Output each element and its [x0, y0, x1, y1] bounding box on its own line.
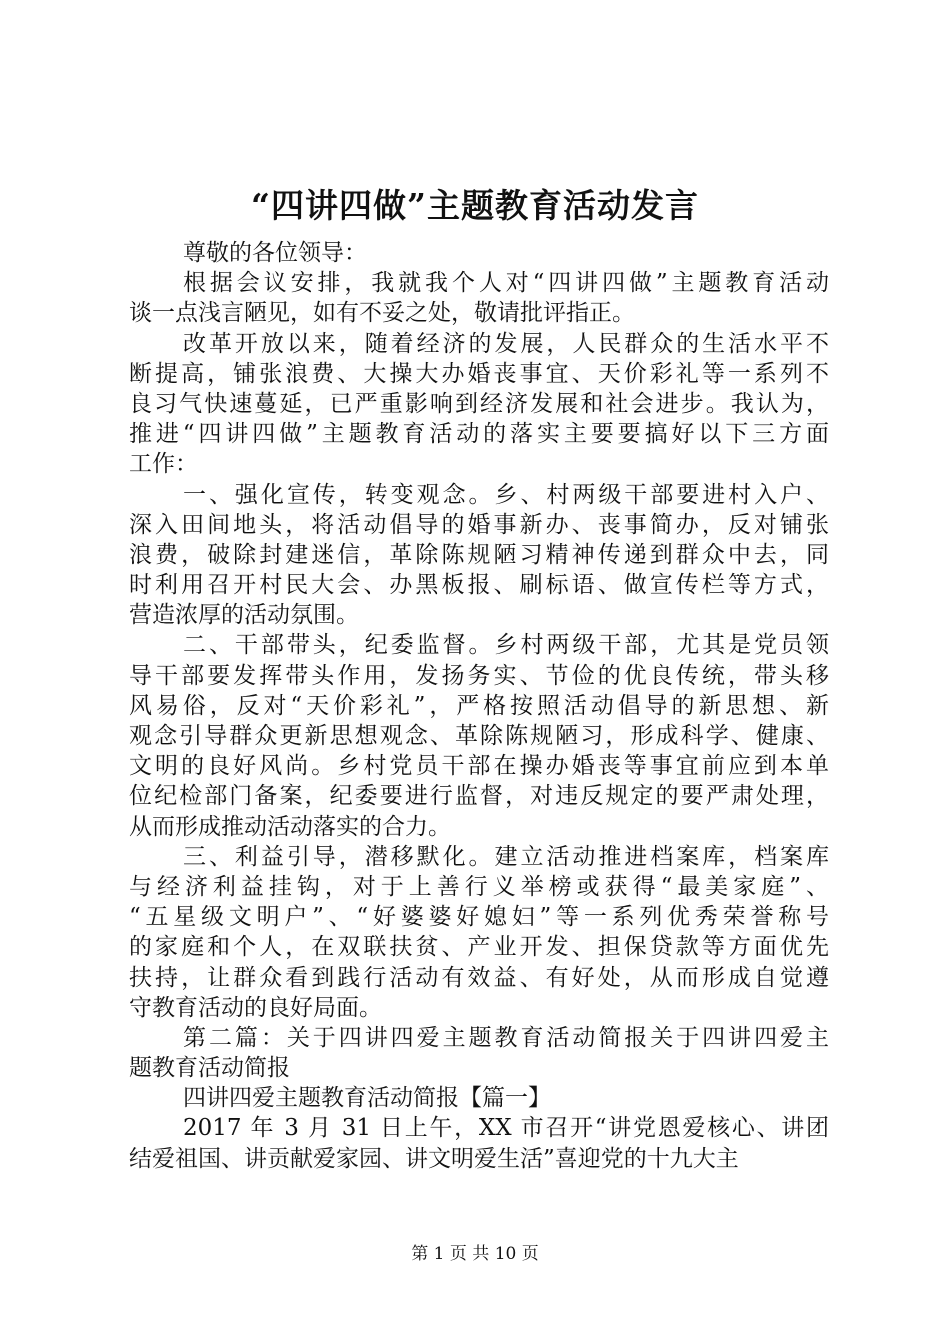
paragraph	[129, 1113, 829, 1173]
paragraph-line: 守教育活动的良好局面。	[129, 994, 382, 1021]
paragraph-line: 根据会议安排，我就我个人对“四讲四做”主题教育活动	[183, 270, 829, 297]
paragraph-line: 题教育活动简报	[129, 1055, 290, 1082]
paragraph	[129, 238, 829, 268]
paragraph-line: 推进“四讲四做”主题教育活动的落实主要要搞好以下三方面	[129, 421, 829, 448]
paragraph-line: 谈一点浅言陋见，如有不妥之处，敬请批评指正。	[129, 300, 635, 327]
paragraph	[129, 630, 829, 841]
page-footer: 第 1 页 共 10 页	[411, 1244, 539, 1264]
paragraph-line: 尊敬的各位领导：	[183, 240, 367, 266]
paragraph-line: “五星级文明户”、“好婆婆好媳妇”等一系列优秀荣誉称号	[129, 904, 829, 931]
paragraph-line: 工作：	[129, 451, 198, 478]
paragraph-line: 一、强化宣传，转变观念。乡、村两级干部要进村入户、	[183, 481, 829, 508]
paragraph-line: 扶持，让群众看到践行活动有效益、有好处，从而形成自觉遵	[129, 964, 829, 991]
paragraph	[129, 1083, 829, 1113]
paragraph-line: 时利用召开村民大会、办黑板报、刷标语、做宣传栏等方式，	[129, 572, 829, 599]
document-body	[129, 238, 829, 1174]
paragraph	[129, 1023, 829, 1083]
paragraph-line: 观念引导群众更新思想观念、革除陈规陋习，形成科学、健康、	[129, 723, 829, 749]
paragraph	[129, 842, 829, 1023]
paragraph-line: 的家庭和个人，在双联扶贫、产业开发、担保贷款等方面优先	[129, 934, 829, 961]
paragraph-line: 位纪检部门备案，纪委要进行监督，对违反规定的要严肃处理，	[129, 783, 829, 810]
paragraph-line: 与经济利益挂钩，对于上善行义举榜或获得“最美家庭”、	[129, 873, 829, 900]
paragraph-line: 文明的良好风尚。乡村党员干部在操办婚丧等事宜前应到本单	[129, 753, 829, 780]
paragraph	[129, 268, 829, 328]
paragraph-line: 浪费，破除封建迷信，革除陈规陋习精神传递到群众中去，同	[129, 541, 829, 568]
paragraph-line: 2017 年 3 月 31 日上午，XX 市召开“讲党恩爱核心、讲团	[183, 1115, 829, 1142]
paragraph-line: 三、利益引导，潜移默化。建立活动推进档案库，档案库	[183, 843, 829, 870]
paragraph-line: 改革开放以来，随着经济的发展，人民群众的生活水平不	[183, 330, 829, 357]
paragraph-line: 深入田间地头，将活动倡导的婚事新办、丧事简办，反对铺张	[129, 511, 829, 538]
paragraph-line: 风易俗，反对“天价彩礼”，严格按照活动倡导的新思想、新	[129, 692, 829, 719]
paragraph-line: 四讲四爱主题教育活动简报【篇一】	[183, 1085, 551, 1112]
paragraph-line: 营造浓厚的活动氛围。	[129, 602, 359, 629]
paragraph	[129, 480, 829, 631]
paragraph	[129, 329, 829, 480]
paragraph-line: 断提高，铺张浪费、大操大办婚丧事宜、天价彩礼等一系列不	[129, 360, 829, 387]
document-title: “四讲四做”主题教育活动发言	[251, 186, 699, 225]
paragraph-line: 导干部要发挥带头作用，发扬务实、节俭的优良传统，带头移	[129, 662, 829, 689]
paragraph-line: 结爱祖国、讲贡献爱家园、讲文明爱生活”喜迎党的十九大主	[129, 1145, 739, 1172]
paragraph-line: 从而形成推动活动落实的合力。	[129, 813, 451, 840]
paragraph-line: 良习气快速蔓延，已严重影响到经济发展和社会进步。我认为，	[129, 390, 829, 417]
paragraph-line: 二、干部带头，纪委监督。乡村两级干部，尤其是党员领	[183, 632, 829, 659]
paragraph-line: 第二篇：关于四讲四爱主题教育活动简报关于四讲四爱主	[183, 1024, 829, 1051]
